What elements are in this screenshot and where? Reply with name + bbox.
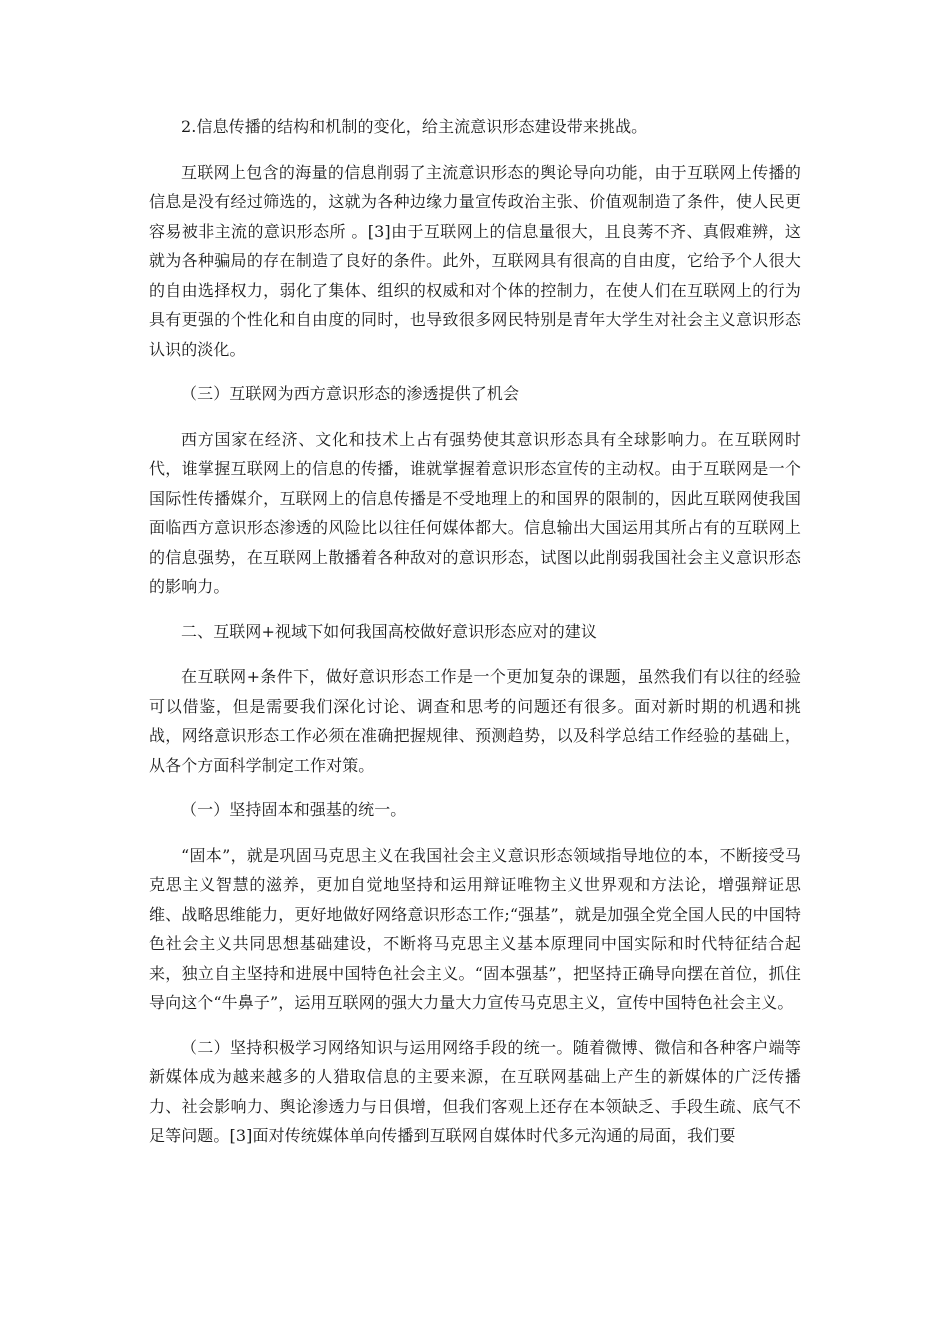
section-heading-recommendations: 二、互联网+视域下如何我国高校做好意识形态应对的建议 (181, 621, 598, 641)
body-paragraph-network-learning: （二）坚持积极学习网络知识与运用网络手段的统一。随着微博、微信和各种客户端等新媒体成为越来越多的人猎取信息的主要来源，在互联网基础上产生的新媒体的广泛传播力、社会影响力、舆论渗透力与日俱增，但我们客观上还存在本领缺乏、手段生疏、底气不足等问题。[3]面对传统媒体单向传播到互联网自媒体时代多元沟通的局面，我们要 (149, 1037, 801, 1145)
document-page (149, 112, 801, 1166)
body-paragraph-guben-qiangji: “固本”，就是巩固马克思主义在我国社会主义意识形态领域指导地位的本，不断接受马克思主义智慧的滋养，更加自觉地坚持和运用辩证唯物主义世界观和方法论，增强辩证思维、战略思维能力，更好地做好网络意识形态工作;“强基”，就是加强全党全国人民的中国特色社会主义共同思想基础建设，不断将马克思主义基本原理同中国实际和时代特征结合起来，独立自主坚持和进展中国特色社会主义。“固本强基”，把坚持正确导向摆在首位，抓住导向这个“牛鼻子”，运用互联网的强大力量大力宣传马克思主义，宣传中国特色社会主义。 (149, 845, 801, 1012)
section-heading-western-ideology: （三）互联网为西方意识形态的渗透提供了机会 (181, 384, 520, 403)
body-paragraph-western-influence: 西方国家在经济、文化和技术上占有强势使其意识形态具有全球影响力。在互联网时代，谁掌握互联网上的信息的传播，谁就掌握着意识形态宣传的主动权。由于互联网是一个国际性传播媒介，互联网上的信息传播是不受地理上的和国界的限制的，因此互联网使我国面临西方意识形态渗透的风险比以往任何媒体都大。信息输出大国运用其所占有的互联网上的信息强势，在互联网上散播着各种敌对的意识形态，试图以此削弱我国社会主义意识形态的影响力。 (149, 429, 801, 596)
body-paragraph-info-flood: 互联网上包含的海量的信息削弱了主流意识形态的舆论导向功能，由于互联网上传播的信息是没有经过筛选的，这就为各种边缘力量宣传政治主张、价值观制造了条件，使人民更容易被非主流的意识形态所 。[3]由于互联网上的信息量很大，且良莠不齐、真假难辨，这就为各种骗局的存在制造了良好的条件。此外，互联网具有很高的自由度，它给予个人很大的自由选择权力，弱化了集体、组织的权威和对个体的控制力，在使人们在互联网上的行为具有更强的个性化和自由度的同时，也导致很多网民特别是青年大学生对社会主义意识形态认识的淡化。 (149, 162, 801, 359)
section-heading-guben-qiangji: （一）坚持固本和强基的统一。 (181, 800, 407, 819)
body-paragraph-internet-plus: 在互联网+条件下，做好意识形态工作是一个更加复杂的课题，虽然我们有以往的经验可以借鉴，但是需要我们深化讨论、调查和思考的问题还有很多。面对新时期的机遇和挑战，网络意识形态工作必须在准确把握规律、预测趋势，以及科学总结工作经验的基础上，从各个方面科学制定工作对策。 (149, 667, 801, 775)
section-heading-info-structure: 2.信息传播的结构和机制的变化，给主流意识形态建设带来挑战。 (181, 117, 648, 136)
